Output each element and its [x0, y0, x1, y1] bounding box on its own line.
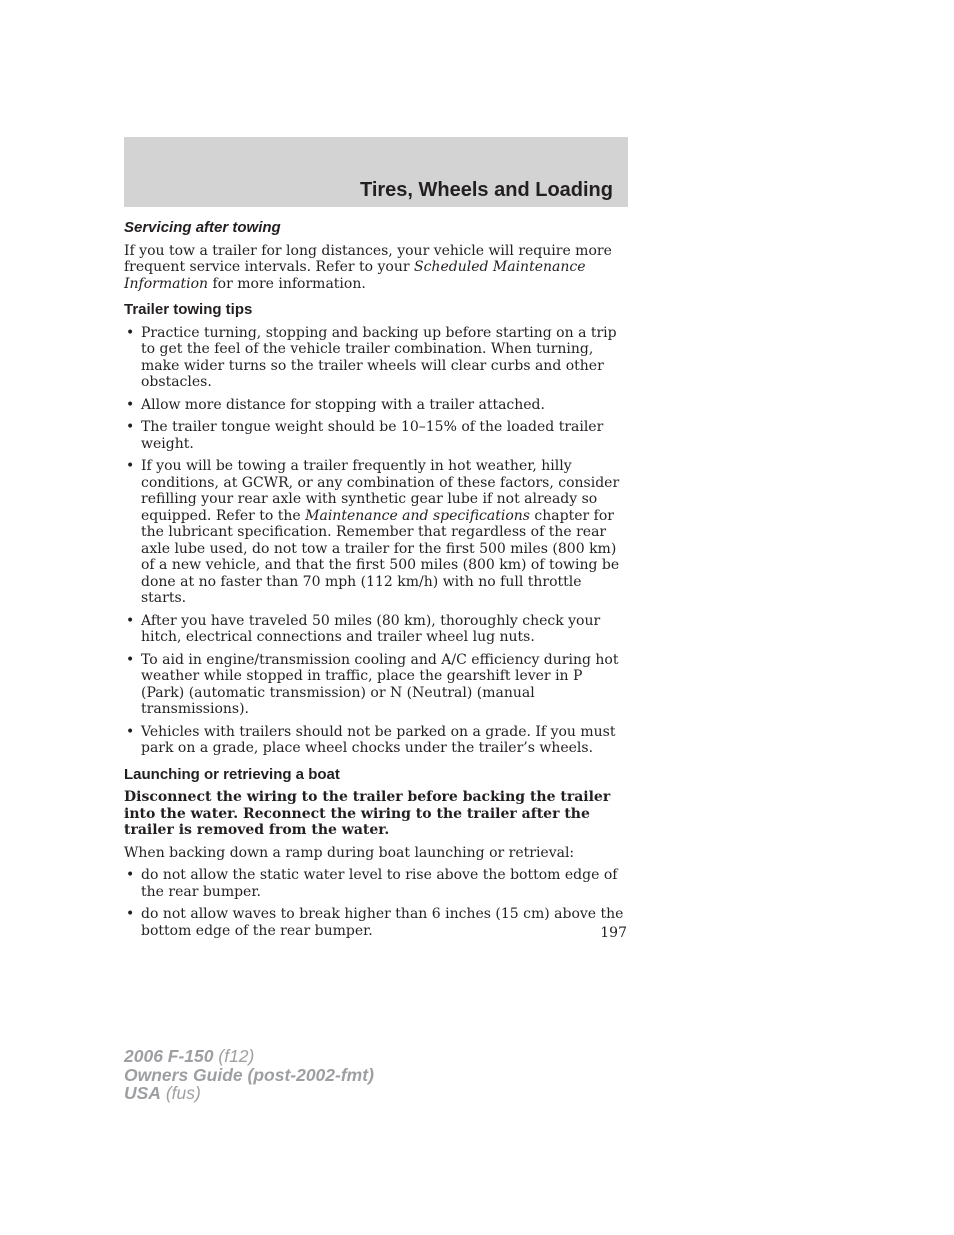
footer-market: USA — [124, 1083, 161, 1103]
paragraph-servicing-text-end: for more information. — [208, 275, 366, 292]
footer-line-model — [124, 1047, 374, 1066]
document-footer — [124, 1047, 374, 1103]
scheduled-maintenance-reference: Scheduled Maintenance Information — [124, 259, 586, 292]
warning-text: Disconnect the wiring to the trailer before backing the trailer into the water. Reconnect the wiring to the trailer after the trailer is removed from the water. — [124, 789, 611, 838]
list-item: • Practice turning, stopping and backing up before starting on a trip to get the feel of the vehicle trailer combination. When turning, make wider turns so the trailer wheels will clear curbs and other obstacles. — [124, 325, 624, 391]
list-item-text: If you will be towing a trailer frequently in hot weather, hilly conditions, at GCWR, or any combination of these factors, consider refilling your rear axle with synthetic gear lube if not already so equipped. Refer to the — [141, 458, 620, 524]
heading-launching-retrieving-boat: Launching or retrieving a boat — [124, 765, 340, 783]
list-item: • Allow more distance for stopping with a trailer attached. — [124, 397, 624, 414]
heading-servicing-after-towing: Servicing after towing — [124, 219, 281, 236]
footer-model-code: (f12) — [213, 1046, 255, 1066]
list-item: • After you have traveled 50 miles (80 km), thoroughly check your hitch, electrical connections and trailer wheel lug nuts. — [124, 613, 624, 646]
list-item: • The trailer tongue weight should be 10–15% of the loaded trailer weight. — [124, 419, 624, 452]
page-number: 197 — [600, 925, 627, 941]
list-item: • Vehicles with trailers should not be parked on a grade. If you must park on a grade, place wheel chocks under the trailer’s wheels. — [124, 724, 624, 757]
list-item: • To aid in engine/transmission cooling and A/C efficiency during hot weather while stopped in traffic, place the gearshift lever in P (Park) (automatic transmission) or N (Neutral) (manual transmissions). — [124, 652, 624, 718]
list-item — [124, 458, 624, 607]
footer-line-guide — [124, 1066, 374, 1085]
maintenance-specifications-reference: Maintenance and specifications — [305, 507, 530, 524]
list-item: • do not allow the static water level to rise above the bottom edge of the rear bumper. — [124, 867, 624, 900]
boat-list — [124, 867, 624, 939]
towing-tips-list — [124, 325, 624, 757]
list-item-text-end: chapter for the lubricant specification. Remember that regardless of the rear axle lube used, do not tow a trailer for the first 500 miles (800 km) of a new vehicle, and that the first 500 miles (800 km) of towing be done at no faster than 70 mph (112 km/h) with no full throttle starts. — [141, 507, 620, 606]
heading-trailer-towing-tips: Trailer towing tips — [124, 301, 253, 318]
paragraph-servicing — [124, 243, 624, 293]
footer-model: 2006 F-150 — [124, 1046, 214, 1066]
list-item: • do not allow waves to break higher than 6 inches (15 cm) above the bottom edge of the rear bumper. — [124, 906, 624, 939]
paragraph-boat-intro: When backing down a ramp during boat launching or retrieval: — [124, 844, 575, 861]
footer-market-code: (fus) — [160, 1083, 201, 1103]
page-content — [124, 220, 624, 945]
footer-line-market — [124, 1084, 374, 1103]
footer-guide: Owners Guide (post-2002-fmt) — [124, 1064, 374, 1085]
paragraph-servicing-text: If you tow a trailer for long distances, your vehicle will require more frequent service intervals. Refer to your — [124, 242, 612, 275]
chapter-title: Tires, Wheels and Loading — [359, 179, 613, 201]
chapter-header-band — [124, 137, 628, 207]
